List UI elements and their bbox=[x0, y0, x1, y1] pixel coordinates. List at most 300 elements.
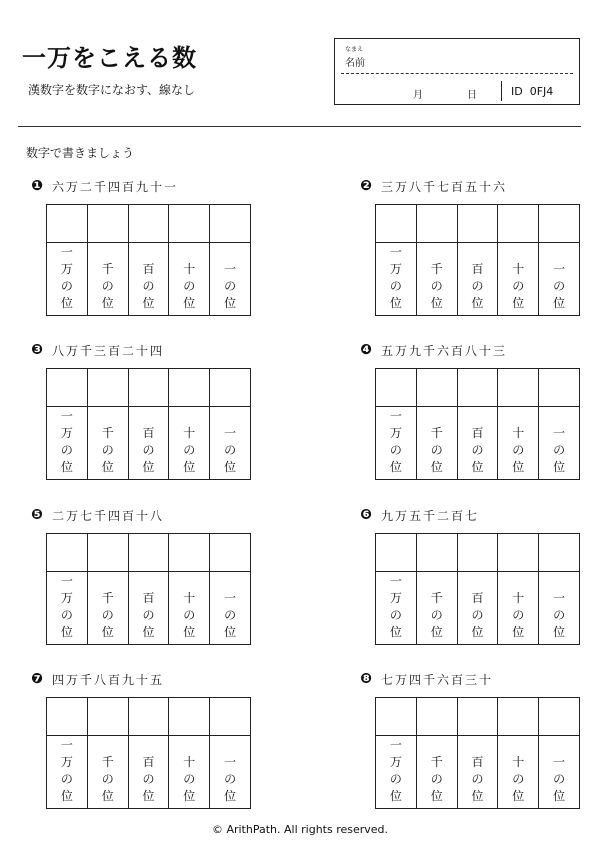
problem-number: ❷ bbox=[360, 178, 372, 194]
place-label-char: 位 bbox=[142, 460, 155, 474]
problem-1 bbox=[30, 178, 270, 310]
place-label-char: 位 bbox=[142, 296, 155, 310]
place-label-char: 万 bbox=[389, 755, 402, 769]
place-label-char: 一 bbox=[553, 591, 566, 605]
place-label-char: の bbox=[101, 443, 114, 457]
id-separator bbox=[501, 81, 502, 101]
place-column bbox=[47, 698, 87, 808]
place-label bbox=[210, 243, 250, 315]
place-column bbox=[538, 698, 579, 808]
answer-cell[interactable] bbox=[458, 698, 498, 736]
problem-header bbox=[359, 342, 599, 358]
id-value: 0FJ4 bbox=[529, 85, 554, 98]
place-label-char: の bbox=[553, 608, 566, 622]
page-subtitle: 漢数字を数字になおす、線なし bbox=[28, 83, 196, 97]
place-label-char: の bbox=[60, 608, 73, 622]
place-label-char: 十 bbox=[183, 262, 196, 276]
answer-cell[interactable] bbox=[498, 205, 538, 243]
place-label-char: 千 bbox=[430, 755, 443, 769]
place-column bbox=[457, 698, 498, 808]
place-label bbox=[417, 407, 457, 479]
place-label-char: の bbox=[553, 279, 566, 293]
place-label bbox=[47, 736, 87, 808]
place-column bbox=[87, 205, 128, 315]
place-label bbox=[129, 736, 169, 808]
place-label-char: 位 bbox=[60, 296, 73, 310]
place-column bbox=[209, 369, 250, 479]
place-label-char: の bbox=[512, 279, 525, 293]
place-label-char: 千 bbox=[101, 591, 114, 605]
place-label-char: の bbox=[142, 608, 155, 622]
place-label-char: 十 bbox=[512, 426, 525, 440]
place-column bbox=[497, 534, 538, 644]
month-label: 月 bbox=[413, 90, 423, 101]
problem-header bbox=[359, 671, 599, 687]
problem-kanji-number: 三万八千七百五十六 bbox=[381, 179, 508, 194]
place-label-char: 一 bbox=[224, 426, 237, 440]
place-label-char: 十 bbox=[183, 426, 196, 440]
place-label-char: 位 bbox=[389, 625, 402, 639]
place-label-char: の bbox=[471, 279, 484, 293]
place-column bbox=[457, 205, 498, 315]
place-label-char: 千 bbox=[430, 426, 443, 440]
place-label-char: 一 bbox=[224, 262, 237, 276]
place-label bbox=[210, 407, 250, 479]
id-text bbox=[511, 85, 553, 98]
place-label-char: 位 bbox=[142, 789, 155, 803]
place-label-char: の bbox=[389, 608, 402, 622]
answer-cell[interactable] bbox=[539, 698, 579, 736]
place-label-char: 万 bbox=[389, 426, 402, 440]
answer-cell[interactable] bbox=[417, 698, 457, 736]
place-label-char: 位 bbox=[142, 625, 155, 639]
answer-cell[interactable] bbox=[458, 205, 498, 243]
answer-cell[interactable] bbox=[129, 534, 169, 572]
place-label-char: の bbox=[512, 443, 525, 457]
place-label-char: 百 bbox=[471, 591, 484, 605]
place-label-char: 位 bbox=[224, 625, 237, 639]
place-value-table bbox=[375, 697, 580, 809]
problem-kanji-number: 二万七千四百十八 bbox=[52, 508, 165, 523]
place-label-char: 位 bbox=[101, 460, 114, 474]
place-label-char: の bbox=[471, 443, 484, 457]
place-label-char: 万 bbox=[389, 591, 402, 605]
place-label bbox=[417, 736, 457, 808]
place-label bbox=[210, 736, 250, 808]
problem-2 bbox=[359, 178, 599, 310]
problem-header bbox=[359, 178, 599, 194]
place-label bbox=[539, 407, 579, 479]
place-label bbox=[458, 736, 498, 808]
place-label-char: の bbox=[471, 772, 484, 786]
place-label-char: 位 bbox=[60, 625, 73, 639]
place-label bbox=[129, 243, 169, 315]
place-label-char: 位 bbox=[430, 296, 443, 310]
answer-cell[interactable] bbox=[169, 534, 209, 572]
answer-cell[interactable] bbox=[129, 205, 169, 243]
place-label-char: 位 bbox=[430, 460, 443, 474]
place-label-char: 位 bbox=[101, 296, 114, 310]
place-label-char: 位 bbox=[430, 625, 443, 639]
answer-cell[interactable] bbox=[498, 369, 538, 407]
place-label-char: 位 bbox=[224, 296, 237, 310]
place-label-char: の bbox=[224, 772, 237, 786]
place-column bbox=[416, 369, 457, 479]
place-label-char: 万 bbox=[60, 262, 73, 276]
place-label-char: 位 bbox=[430, 789, 443, 803]
answer-cell[interactable] bbox=[498, 534, 538, 572]
answer-cell[interactable] bbox=[417, 534, 457, 572]
place-label-char: 位 bbox=[224, 460, 237, 474]
place-label-char: の bbox=[60, 443, 73, 457]
place-column bbox=[416, 205, 457, 315]
place-label-char: の bbox=[224, 279, 237, 293]
answer-cell[interactable] bbox=[417, 205, 457, 243]
place-column bbox=[168, 534, 209, 644]
place-label-char: 位 bbox=[512, 460, 525, 474]
place-column bbox=[416, 698, 457, 808]
place-column bbox=[87, 698, 128, 808]
place-label-char: 十 bbox=[512, 262, 525, 276]
place-label-char: の bbox=[183, 279, 196, 293]
place-label-char: の bbox=[183, 608, 196, 622]
answer-cell[interactable] bbox=[210, 534, 250, 572]
place-label-char: 位 bbox=[471, 625, 484, 639]
answer-cell[interactable] bbox=[47, 698, 87, 736]
problem-4 bbox=[359, 342, 599, 474]
place-label-char: 位 bbox=[553, 625, 566, 639]
place-column bbox=[209, 698, 250, 808]
answer-cell[interactable] bbox=[539, 205, 579, 243]
answer-cell[interactable] bbox=[417, 369, 457, 407]
problem-header bbox=[30, 671, 270, 687]
place-label-char: 位 bbox=[389, 789, 402, 803]
problem-number: ❸ bbox=[31, 342, 43, 358]
problem-header bbox=[30, 178, 270, 194]
place-value-table bbox=[46, 204, 251, 316]
place-label-char: の bbox=[224, 443, 237, 457]
place-label-char: の bbox=[553, 772, 566, 786]
place-column bbox=[376, 698, 416, 808]
problem-6 bbox=[359, 507, 599, 639]
place-value-table bbox=[46, 533, 251, 645]
place-column bbox=[209, 534, 250, 644]
place-label bbox=[169, 243, 209, 315]
problem-header bbox=[30, 507, 270, 523]
answer-cell[interactable] bbox=[376, 698, 416, 736]
place-label-char: 一 bbox=[60, 245, 73, 259]
answer-cell[interactable] bbox=[88, 534, 128, 572]
problem-number: ❶ bbox=[31, 178, 43, 194]
place-label bbox=[376, 736, 416, 808]
place-label-char: 千 bbox=[101, 262, 114, 276]
place-column bbox=[128, 534, 169, 644]
place-label bbox=[498, 407, 538, 479]
place-label-char: 百 bbox=[142, 755, 155, 769]
place-label-char: 位 bbox=[101, 789, 114, 803]
place-label-char: の bbox=[60, 279, 73, 293]
place-label-char: 百 bbox=[142, 262, 155, 276]
place-label-char: の bbox=[142, 443, 155, 457]
answer-cell[interactable] bbox=[376, 534, 416, 572]
place-label-char: 位 bbox=[553, 460, 566, 474]
place-label-char: 万 bbox=[60, 755, 73, 769]
place-label-char: 百 bbox=[471, 755, 484, 769]
place-label-char: 位 bbox=[389, 460, 402, 474]
problem-kanji-number: 九万五千二百七 bbox=[381, 508, 480, 523]
problem-number: ❹ bbox=[360, 342, 372, 358]
place-label-char: 位 bbox=[553, 789, 566, 803]
place-label bbox=[88, 243, 128, 315]
problem-number: ❻ bbox=[360, 507, 372, 523]
place-label bbox=[88, 572, 128, 644]
place-label-char: 千 bbox=[430, 591, 443, 605]
place-column bbox=[128, 369, 169, 479]
place-label bbox=[539, 572, 579, 644]
place-label bbox=[129, 407, 169, 479]
place-label-char: 位 bbox=[512, 789, 525, 803]
id-label: ID bbox=[511, 85, 523, 98]
place-label-char: 十 bbox=[512, 591, 525, 605]
place-value-table bbox=[46, 697, 251, 809]
place-column bbox=[87, 369, 128, 479]
answer-cell[interactable] bbox=[88, 205, 128, 243]
answer-cell[interactable] bbox=[47, 369, 87, 407]
place-label-char: の bbox=[101, 608, 114, 622]
place-label-char: の bbox=[101, 279, 114, 293]
place-label-char: 位 bbox=[183, 296, 196, 310]
place-label-char: 位 bbox=[224, 789, 237, 803]
place-label-char: 位 bbox=[471, 460, 484, 474]
place-label-char: の bbox=[430, 772, 443, 786]
place-label-char: 百 bbox=[471, 262, 484, 276]
place-label bbox=[47, 572, 87, 644]
place-label bbox=[458, 572, 498, 644]
answer-cell[interactable] bbox=[129, 698, 169, 736]
place-label-char: 一 bbox=[389, 245, 402, 259]
place-column bbox=[497, 369, 538, 479]
place-column bbox=[47, 534, 87, 644]
place-label-char: 一 bbox=[389, 574, 402, 588]
place-label-char: 位 bbox=[183, 625, 196, 639]
place-label-char: 万 bbox=[389, 262, 402, 276]
problem-number: ❺ bbox=[31, 507, 43, 523]
place-label bbox=[88, 736, 128, 808]
place-column bbox=[497, 698, 538, 808]
place-label-char: 位 bbox=[471, 296, 484, 310]
place-label bbox=[539, 736, 579, 808]
place-label-char: 千 bbox=[430, 262, 443, 276]
place-label-char: の bbox=[183, 443, 196, 457]
place-label bbox=[169, 407, 209, 479]
place-label bbox=[458, 243, 498, 315]
place-label-char: の bbox=[224, 608, 237, 622]
answer-cell[interactable] bbox=[376, 369, 416, 407]
place-label-char: 十 bbox=[512, 755, 525, 769]
place-column bbox=[47, 205, 87, 315]
place-label bbox=[458, 407, 498, 479]
place-label-char: 一 bbox=[60, 574, 73, 588]
answer-cell[interactable] bbox=[458, 369, 498, 407]
place-label bbox=[47, 243, 87, 315]
place-value-table bbox=[375, 204, 580, 316]
place-column bbox=[168, 369, 209, 479]
place-label-char: の bbox=[101, 772, 114, 786]
place-label-char: 万 bbox=[60, 426, 73, 440]
place-label-char: の bbox=[60, 772, 73, 786]
name-dashed-line bbox=[341, 73, 573, 74]
answer-cell[interactable] bbox=[47, 205, 87, 243]
place-column bbox=[538, 205, 579, 315]
name-box bbox=[334, 38, 580, 105]
place-label-char: 十 bbox=[183, 755, 196, 769]
place-label-char: の bbox=[430, 608, 443, 622]
place-value-table bbox=[46, 368, 251, 480]
place-label bbox=[376, 243, 416, 315]
place-column bbox=[209, 205, 250, 315]
answer-cell[interactable] bbox=[210, 205, 250, 243]
place-label bbox=[417, 572, 457, 644]
place-label-char: 千 bbox=[101, 426, 114, 440]
place-label bbox=[88, 407, 128, 479]
place-label-char: 位 bbox=[183, 460, 196, 474]
problem-number: ❼ bbox=[31, 671, 43, 687]
problem-kanji-number: 六万二千四百九十一 bbox=[52, 179, 179, 194]
place-label-char: の bbox=[553, 443, 566, 457]
answer-cell[interactable] bbox=[169, 698, 209, 736]
problem-3 bbox=[30, 342, 270, 474]
page-title: 一万をこえる数 bbox=[22, 44, 197, 72]
place-column bbox=[168, 205, 209, 315]
answer-cell[interactable] bbox=[376, 205, 416, 243]
place-column bbox=[47, 369, 87, 479]
place-label bbox=[498, 572, 538, 644]
answer-cell[interactable] bbox=[210, 369, 250, 407]
place-label-char: 位 bbox=[101, 625, 114, 639]
answer-cell[interactable] bbox=[210, 698, 250, 736]
place-column bbox=[87, 534, 128, 644]
problem-5 bbox=[30, 507, 270, 639]
place-label-char: の bbox=[142, 279, 155, 293]
place-label-char: 千 bbox=[101, 755, 114, 769]
place-label-char: 一 bbox=[389, 738, 402, 752]
place-label-char: 一 bbox=[60, 409, 73, 423]
place-label-char: の bbox=[389, 772, 402, 786]
place-column bbox=[168, 698, 209, 808]
answer-cell[interactable] bbox=[169, 205, 209, 243]
place-label bbox=[376, 407, 416, 479]
place-label-char: 百 bbox=[142, 591, 155, 605]
place-label-char: の bbox=[512, 772, 525, 786]
place-label bbox=[47, 407, 87, 479]
place-label bbox=[498, 243, 538, 315]
place-label bbox=[129, 572, 169, 644]
place-column bbox=[376, 205, 416, 315]
place-label-char: 一 bbox=[224, 591, 237, 605]
place-label-char: 万 bbox=[60, 591, 73, 605]
place-label-char: 一 bbox=[60, 738, 73, 752]
answer-cell[interactable] bbox=[498, 698, 538, 736]
place-label-char: の bbox=[471, 608, 484, 622]
place-label-char: 一 bbox=[553, 426, 566, 440]
place-column bbox=[497, 205, 538, 315]
problem-header bbox=[30, 342, 270, 358]
place-column bbox=[128, 698, 169, 808]
place-label-char: の bbox=[389, 443, 402, 457]
place-label-char: 位 bbox=[512, 625, 525, 639]
place-label-char: の bbox=[430, 279, 443, 293]
footer: © ArithPath. All rights reserved. bbox=[211, 823, 389, 836]
place-label bbox=[210, 572, 250, 644]
header-divider bbox=[18, 126, 581, 127]
place-label bbox=[376, 572, 416, 644]
place-label-char: の bbox=[430, 443, 443, 457]
problem-kanji-number: 五万九千六百八十三 bbox=[381, 343, 508, 358]
place-value-table bbox=[375, 533, 580, 645]
place-label-char: 百 bbox=[471, 426, 484, 440]
answer-cell[interactable] bbox=[88, 369, 128, 407]
place-column bbox=[457, 369, 498, 479]
answer-cell[interactable] bbox=[47, 534, 87, 572]
name-furigana: なまえ bbox=[345, 46, 364, 53]
place-label-char: 一 bbox=[224, 755, 237, 769]
place-label-char: の bbox=[183, 772, 196, 786]
place-label-char: の bbox=[512, 608, 525, 622]
place-value-table bbox=[375, 368, 580, 480]
place-label-char: 十 bbox=[183, 591, 196, 605]
place-label-char: 位 bbox=[60, 789, 73, 803]
place-label-char: 百 bbox=[142, 426, 155, 440]
place-column bbox=[457, 534, 498, 644]
answer-cell[interactable] bbox=[129, 369, 169, 407]
place-label bbox=[169, 572, 209, 644]
problem-kanji-number: 八万千三百二十四 bbox=[52, 343, 165, 358]
problem-kanji-number: 四万千八百九十五 bbox=[52, 672, 165, 687]
name-label: 名前 bbox=[345, 58, 365, 69]
place-label-char: 位 bbox=[60, 460, 73, 474]
place-label bbox=[539, 243, 579, 315]
place-column bbox=[376, 534, 416, 644]
answer-cell[interactable] bbox=[169, 369, 209, 407]
answer-cell[interactable] bbox=[539, 369, 579, 407]
place-label-char: 一 bbox=[553, 262, 566, 276]
day-label: 日 bbox=[467, 90, 477, 101]
place-label-char: 位 bbox=[553, 296, 566, 310]
place-label-char: 一 bbox=[553, 755, 566, 769]
place-label-char: 位 bbox=[471, 789, 484, 803]
answer-cell[interactable] bbox=[458, 534, 498, 572]
problem-header bbox=[359, 507, 599, 523]
instruction: 数字で書きましょう bbox=[26, 146, 135, 160]
problem-kanji-number: 七万四千六百三十 bbox=[381, 672, 494, 687]
problem-8 bbox=[359, 671, 599, 803]
place-label bbox=[169, 736, 209, 808]
place-label-char: 位 bbox=[389, 296, 402, 310]
place-label bbox=[498, 736, 538, 808]
place-column bbox=[416, 534, 457, 644]
place-label bbox=[417, 243, 457, 315]
answer-cell[interactable] bbox=[88, 698, 128, 736]
problem-7 bbox=[30, 671, 270, 803]
place-label-char: 位 bbox=[512, 296, 525, 310]
answer-cell[interactable] bbox=[539, 534, 579, 572]
place-label-char: の bbox=[142, 772, 155, 786]
place-label-char: の bbox=[389, 279, 402, 293]
place-column bbox=[376, 369, 416, 479]
place-label-char: 一 bbox=[389, 409, 402, 423]
place-column bbox=[538, 534, 579, 644]
place-column bbox=[128, 205, 169, 315]
